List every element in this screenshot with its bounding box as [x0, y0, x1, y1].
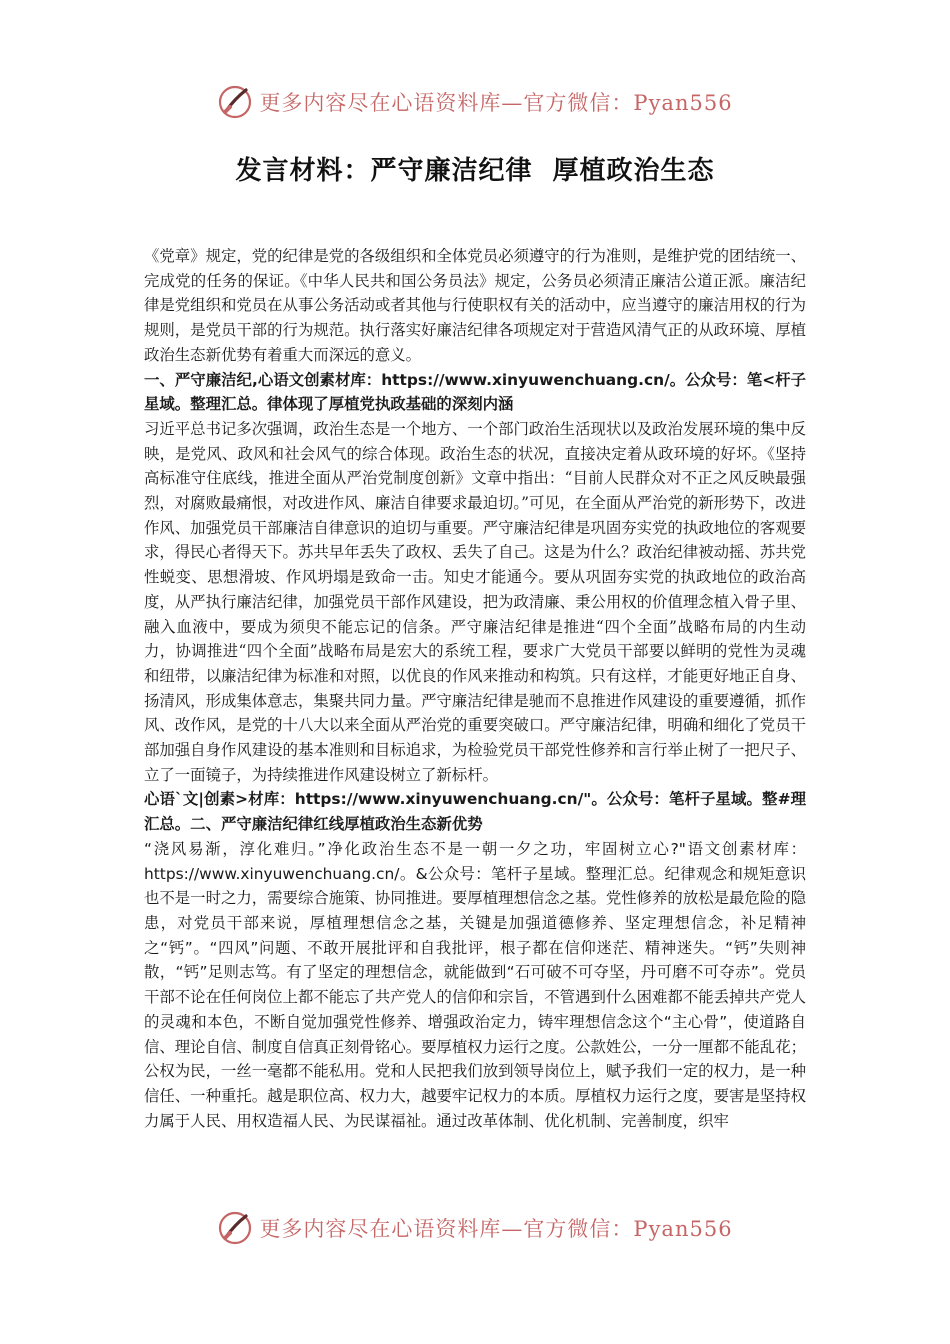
watermark-text: 更多内容尽在心语资料库—官方微信：Pyan556	[259, 1217, 733, 1241]
watermark-text: 更多内容尽在心语资料库—官方微信：Pyan556	[259, 91, 733, 115]
section-heading-2: 心语`文|创素>材库：https://www.xinyuwenchuang.cn/"。公众号：笔杆子星域。整#理汇总。二、严守廉洁纪律红线厚植政治生态新优势	[144, 790, 806, 834]
brush-logo-icon	[217, 1210, 253, 1246]
section-heading-1: 一、严守廉洁纪,心语文创素材库：https://www.xinyuwenchuang.cn/。公众号：笔<杆子星域。整理汇总。律体现了厚植党执政基础的深刻内涵	[144, 370, 806, 414]
watermark-banner-bottom	[0, 1208, 950, 1248]
paragraph-section-1: 习近平总书记多次强调，政治生态是一个地方、一个部门政治生活现状以及政治发展环境的集中反映，是党风、政风和社会风气的综合体现。政治生态的状况，直接决定着从政环境的好坏。《坚持高标准守住底线，推进全面从严治党制度创新》文章中指出：“目前人民群众对不正之风反映最强烈，对腐败最痛恨，对改进作风、廉洁自律要求最迫切。”可见，在全面从严治党的新形势下，改进作风、加强党员干部廉洁自律意识的迫切与重要。严守廉洁纪律是巩固夯实党的执政地位的客观要求，得民心者得天下。苏共早年丢失了政权、丢失了自己。这是为什么？政治纪律被动摇、苏共党性蜕变、思想滑坡、作风坍塌是致命一击。知史才能通今。要从巩固夯实党的执政地位的政治高度，从严执行廉洁纪律，加强党员干部作风建设，把为政清廉、秉公用权的价值理念植入骨子里、融入血液中，要成为须臾不能忘记的信条。严守廉洁纪律是推进“四个全面”战略布局的内生动力，协调推进“四个全面”战略布局是宏大的系统工程，要求广大党员干部要以鲜明的党性为灵魂和纽带，以廉洁纪律为标准和对照，以优良的作风来推动和构筑。只有这样，才能更好地正自身、扬清风，形成集体意志，集聚共同力量。严守廉洁纪律是驰而不息推进作风建设的重要遵循，抓作风、改作风，是党的十八大以来全面从严治党的重要突破口。严守廉洁纪律，明确和细化了党员干部加强自身作风建设的基本准则和目标追求，为检验党员干部党性修养和言行举止树了一把尺子、立了一面镜子，为持续推进作风建设树立了新标杆。	[144, 419, 806, 784]
brush-logo-icon	[217, 84, 253, 120]
document-body	[144, 244, 806, 1133]
paragraph-intro: 《党章》规定，党的纪律是党的各级组织和全体党员必须遵守的行为准则，是维护党的团结统一、完成党的任务的保证。《中华人民共和国公务员法》规定，公务员必须清正廉洁公道正派。廉洁纪律是党组织和党员在从事公务活动或者其他与行使职权有关的活动中，应当遵守的廉洁用权的行为规则，是党员干部的行为规范。执行落实好廉洁纪律各项规定对于营造风清气正的从政环境、厚植政治生态新优势有着重大而深远的意义。	[144, 247, 806, 364]
watermark-banner-top	[0, 82, 950, 122]
page-title: 发言材料：严守廉洁纪律 厚植政治生态	[235, 156, 715, 186]
paragraph-section-2: “浇风易渐，淳化难归。”净化政治生态不是一朝一夕之功，牢固树立心?"语文创素材库：https://www.xinyuwenchuang.cn/。&公众号：笔杆子星域。整理汇总。纪律观念和规矩意识也不是一时之力，需要综合施策、协同推进。要厚植理想信念之基。党性修养的放松是最危险的隐患，对党员干部来说，厚植理想信念之基，关键是加强道德修养、坚定理想信念，补足精神之“钙”。“四风”问题、不敢开展批评和自我批评，根子都在信仰迷茫、精神迷失。“钙”失则神散，“钙”足则志笃。有了坚定的理想信念，就能做到“石可破不可夺坚，丹可磨不可夺赤”。党员干部不论在任何岗位上都不能忘了共产党人的信仰和宗旨，不管遇到什么困难都不能丢掉共产党人的灵魂和本色，不断自觉加强党性修养、增强政治定力，铸牢理想信念这个“主心骨”，使道路自信、理论自信、制度自信真正刻骨铭心。要厚植权力运行之度。公款姓公，一分一厘都不能乱花；公权为民，一丝一毫都不能私用。党和人民把我们放到领导岗位上，赋予我们一定的权力，是一种信任、一种重托。越是职位高、权力大，越要牢记权力的本质。厚植权力运行之度，要害是坚持权力属于人民、用权造福人民、为民谋福祉。通过改革体制、优化机制、完善制度，织牢	[144, 839, 806, 1130]
